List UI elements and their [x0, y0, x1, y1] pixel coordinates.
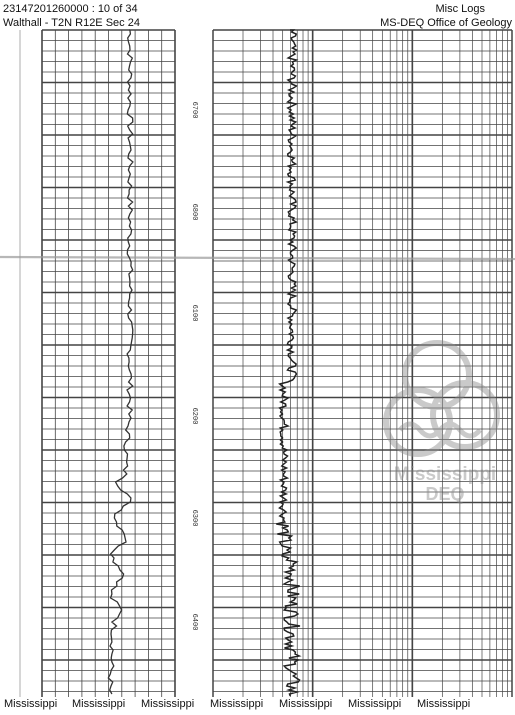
footer-tag: Mississippi	[210, 698, 264, 710]
location-label: Walthall - T2N R12E Sec 24	[3, 17, 140, 29]
watermark-line1: Mississippi	[393, 464, 497, 485]
track-1-linear-grid	[20, 30, 175, 697]
footer-watermark-strip	[0, 697, 515, 715]
footer-tag: Mississippi	[279, 698, 333, 710]
category-label: Misc Logs	[435, 3, 485, 15]
watermark-line2: DEQ	[425, 484, 465, 504]
depth-label: 6800	[190, 203, 198, 221]
footer-tag: Mississippi	[4, 698, 58, 710]
depth-label: 6700	[190, 101, 198, 119]
right-log-curve	[276, 30, 300, 696]
left-log-curve	[108, 30, 133, 694]
source-label: MS-DEQ Office of Geology	[380, 17, 512, 29]
depth-label: 6400	[190, 613, 198, 631]
scan-crease-line	[0, 257, 515, 259]
depth-label: 6100	[190, 304, 198, 322]
depth-label: 6300	[190, 509, 198, 527]
depth-column	[190, 102, 198, 631]
footer-tag: Mississippi	[72, 698, 126, 710]
footer-tag: Mississippi	[348, 698, 402, 710]
depth-label: 6200	[190, 407, 198, 425]
footer-tag: Mississippi	[141, 698, 195, 710]
footer-tag: Mississippi	[417, 698, 471, 710]
well-id-label: 23147201260000 : 10 of 34	[3, 3, 138, 15]
